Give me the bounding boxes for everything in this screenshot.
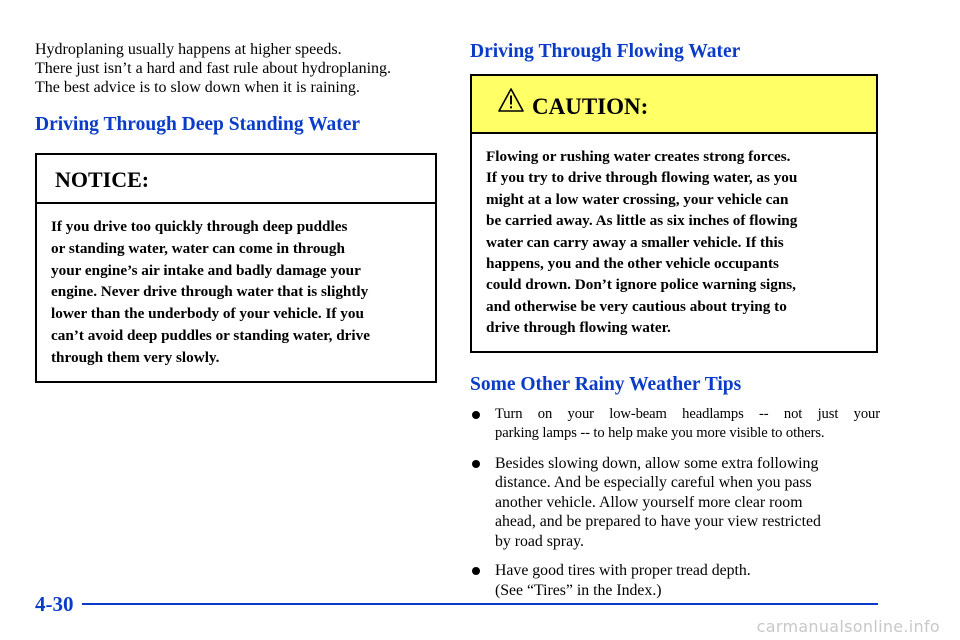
caution-box	[470, 74, 878, 353]
tip-line: Have good tires with proper tread depth.	[495, 562, 751, 580]
caution-line: drive through flowing water.	[486, 319, 671, 337]
caution-line: If you try to drive through flowing water, as you	[486, 169, 798, 187]
intro-line: The best advice is to slow down when it is raining.	[35, 79, 360, 96]
caution-header	[472, 76, 876, 134]
tip-line: ahead, and be prepared to have your view restricted	[495, 513, 821, 531]
bullet-icon	[472, 567, 480, 575]
page-footer	[0, 590, 960, 636]
intro-line: Hydroplaning usually happens at higher speeds.	[35, 41, 342, 58]
notice-line: If you drive too quickly through deep puddles	[51, 218, 348, 235]
section-heading-flowing-water: Driving Through Flowing Water	[470, 41, 741, 62]
caution-line: and otherwise be very cautious about trying to	[486, 297, 787, 315]
caution-line: might at a low water crossing, your vehicle can	[486, 190, 789, 208]
notice-body	[37, 204, 435, 381]
tip-line: another vehicle. Allow yourself more clear room	[495, 493, 803, 511]
tip-line: Turn on your low-beam headlamps -- not just your	[495, 405, 880, 422]
section-heading-deep-water: Driving Through Deep Standing Water	[35, 114, 361, 135]
bullet-icon	[472, 411, 480, 419]
tip-line: by road spray.	[495, 532, 584, 550]
caution-line: Flowing or rushing water creates strong forces.	[486, 148, 791, 165]
watermark: carmanualsonline.info	[756, 617, 940, 636]
tip-line: (See “Tires” in the Index.)	[495, 581, 662, 599]
list-item	[470, 405, 880, 444]
intro-paragraph	[35, 40, 440, 97]
intro-line: There just isn’t a hard and fast rule about hydroplaning.	[35, 60, 392, 77]
caution-line: be carried away. As little as six inches of flowing	[486, 212, 798, 230]
section-heading-rainy-tips: Some Other Rainy Weather Tips	[470, 373, 742, 395]
caution-line: water can carry away a smaller vehicle. If this	[486, 233, 784, 251]
notice-line: can’t avoid deep puddles or standing water, drive	[51, 326, 370, 344]
warning-triangle-icon	[498, 88, 524, 112]
notice-line: engine. Never drive through water that is slightly	[51, 283, 369, 301]
tip-line: Besides slowing down, allow some extra following	[495, 454, 819, 472]
caution-title: CAUTION:	[532, 94, 649, 119]
caution-line: happens, you and the other vehicle occupants	[486, 255, 779, 273]
caution-body	[472, 134, 876, 351]
notice-line: lower than the underbody of your vehicle. If you	[51, 305, 364, 323]
right-column	[470, 40, 880, 610]
caution-line: could drown. Don’t ignore police warning signs,	[486, 276, 796, 294]
notice-line: or standing water, water can come in through	[51, 239, 345, 257]
list-item	[470, 454, 880, 552]
bullet-icon	[472, 460, 480, 468]
page-number: 4-30	[35, 592, 74, 616]
notice-box	[35, 153, 437, 383]
left-column	[35, 40, 440, 383]
notice-title: NOTICE:	[37, 155, 435, 204]
tips-list	[470, 405, 880, 601]
footer-divider	[82, 603, 878, 605]
tip-line: parking lamps -- to help make you more visible to others.	[495, 425, 825, 442]
tip-line: distance. And be especially careful when you pass	[495, 474, 812, 492]
notice-line: your engine’s air intake and badly damage your	[51, 261, 361, 279]
notice-line: through them very slowly.	[51, 348, 220, 366]
